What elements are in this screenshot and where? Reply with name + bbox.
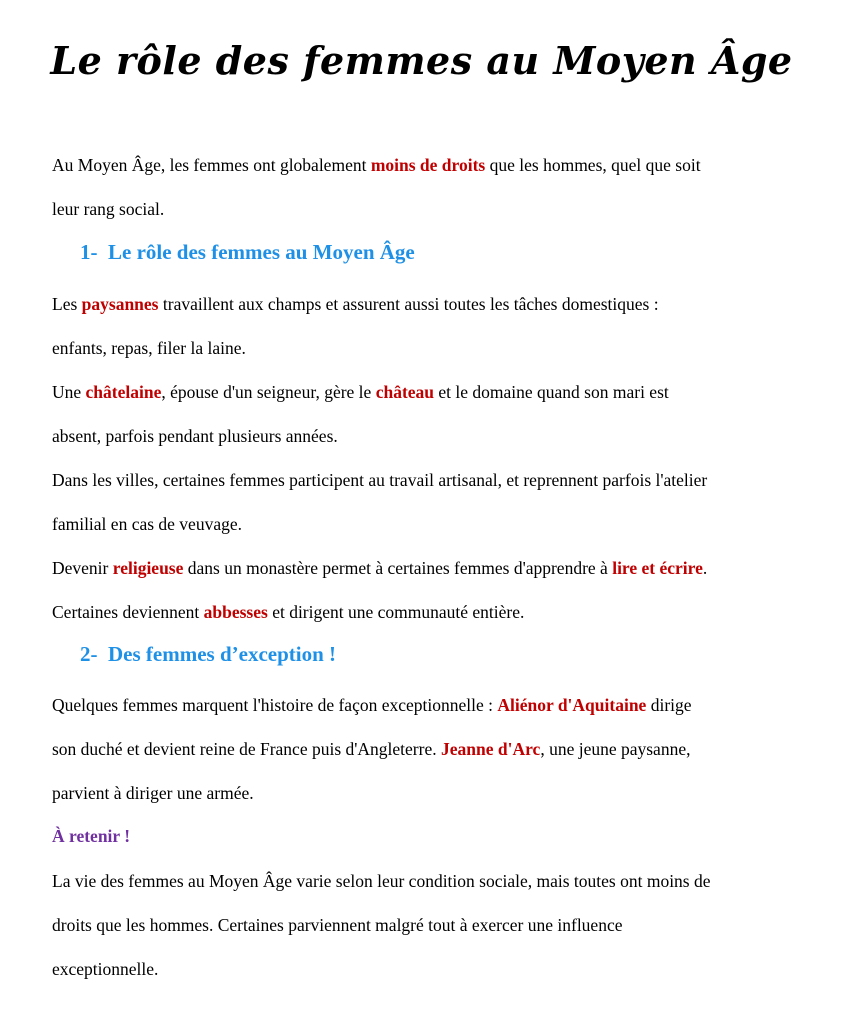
- section-1-heading: [80, 240, 415, 265]
- text: , une jeune paysanne,: [540, 739, 691, 759]
- paragraph-chatelaine-line-1: [52, 370, 792, 414]
- paragraph-villes-line-2: familial en cas de veuvage.: [52, 514, 242, 534]
- paragraph-chatelaine-line-2: absent, parfois pendant plusieurs années.: [52, 426, 338, 446]
- text: Une: [52, 382, 86, 402]
- retenir-body: [52, 859, 792, 991]
- section-1-title: Le rôle des femmes au Moyen Âge: [108, 240, 415, 264]
- highlight-chateau: château: [375, 382, 435, 402]
- text: Quelques femmes marquent l'histoire de façon exceptionnelle :: [52, 695, 498, 715]
- text: dans un monastère permet à certaines femmes d'apprendre à: [183, 558, 613, 578]
- text: Certaines deviennent: [52, 602, 204, 622]
- section-2-title: Des femmes d’exception !: [108, 642, 337, 666]
- highlight-moins-de-droits: moins de droits: [370, 155, 486, 175]
- text: travaillent aux champs et assurent aussi toutes les tâches domestiques :: [158, 294, 659, 314]
- paragraph-villes-line-1: Dans les villes, certaines femmes participent au travail artisanal, et reprennent parfois l'atelier: [52, 470, 708, 490]
- section-1-body: [52, 282, 792, 634]
- paragraph-exception-line-2: [52, 727, 792, 771]
- highlight-alienor: Aliénor d'Aquitaine: [497, 695, 647, 715]
- paragraph-paysannes-line-1: [52, 282, 792, 326]
- highlight-chatelaine: châtelaine: [85, 382, 162, 402]
- text: son duché et devient reine de France puis d'Angleterre.: [52, 739, 441, 759]
- section-2-heading: [80, 642, 336, 667]
- section-2-body: [52, 683, 792, 815]
- text: et le domaine quand son mari est: [434, 382, 669, 402]
- highlight-jeanne-darc: Jeanne d'Arc: [440, 739, 541, 759]
- retenir-line-3: exceptionnelle.: [52, 959, 159, 979]
- paragraph-religieuse-line-2: [52, 590, 792, 634]
- text: , épouse d'un seigneur, gère le: [161, 382, 376, 402]
- highlight-religieuse: religieuse: [112, 558, 184, 578]
- text: dirige: [646, 695, 692, 715]
- text: et dirigent une communauté entière.: [267, 602, 525, 622]
- text: Les: [52, 294, 82, 314]
- retenir-line-2: droits que les hommes. Certaines parviennent malgré tout à exercer une influence: [52, 915, 623, 935]
- intro-paragraph: [52, 143, 792, 231]
- retenir-line-1: La vie des femmes au Moyen Âge varie selon leur condition sociale, mais toutes ont moins de: [52, 871, 711, 891]
- intro-text: que les hommes, quel que soit: [485, 155, 701, 175]
- highlight-lire-et-ecrire: lire et écrire: [612, 558, 703, 578]
- paragraph-exception-line-3: parvient à diriger une armée.: [52, 783, 254, 803]
- intro-text: Au Moyen Âge, les femmes ont globalement: [52, 155, 371, 175]
- document-title: Le rôle des femmes au Moyen Âge: [50, 38, 793, 83]
- retenir-label: À retenir !: [52, 826, 131, 846]
- section-2-number: 2-: [80, 642, 98, 666]
- section-1-number: 1-: [80, 240, 98, 264]
- text: Devenir: [52, 558, 113, 578]
- intro-line-1: [52, 143, 792, 187]
- highlight-abbesses: abbesses: [203, 602, 268, 622]
- text: .: [702, 558, 708, 578]
- highlight-paysannes: paysannes: [81, 294, 159, 314]
- paragraph-exception-line-1: [52, 683, 792, 727]
- intro-line-2: leur rang social.: [52, 199, 165, 219]
- paragraph-paysannes-line-2: enfants, repas, filer la laine.: [52, 338, 246, 358]
- paragraph-religieuse-line-1: [52, 546, 792, 590]
